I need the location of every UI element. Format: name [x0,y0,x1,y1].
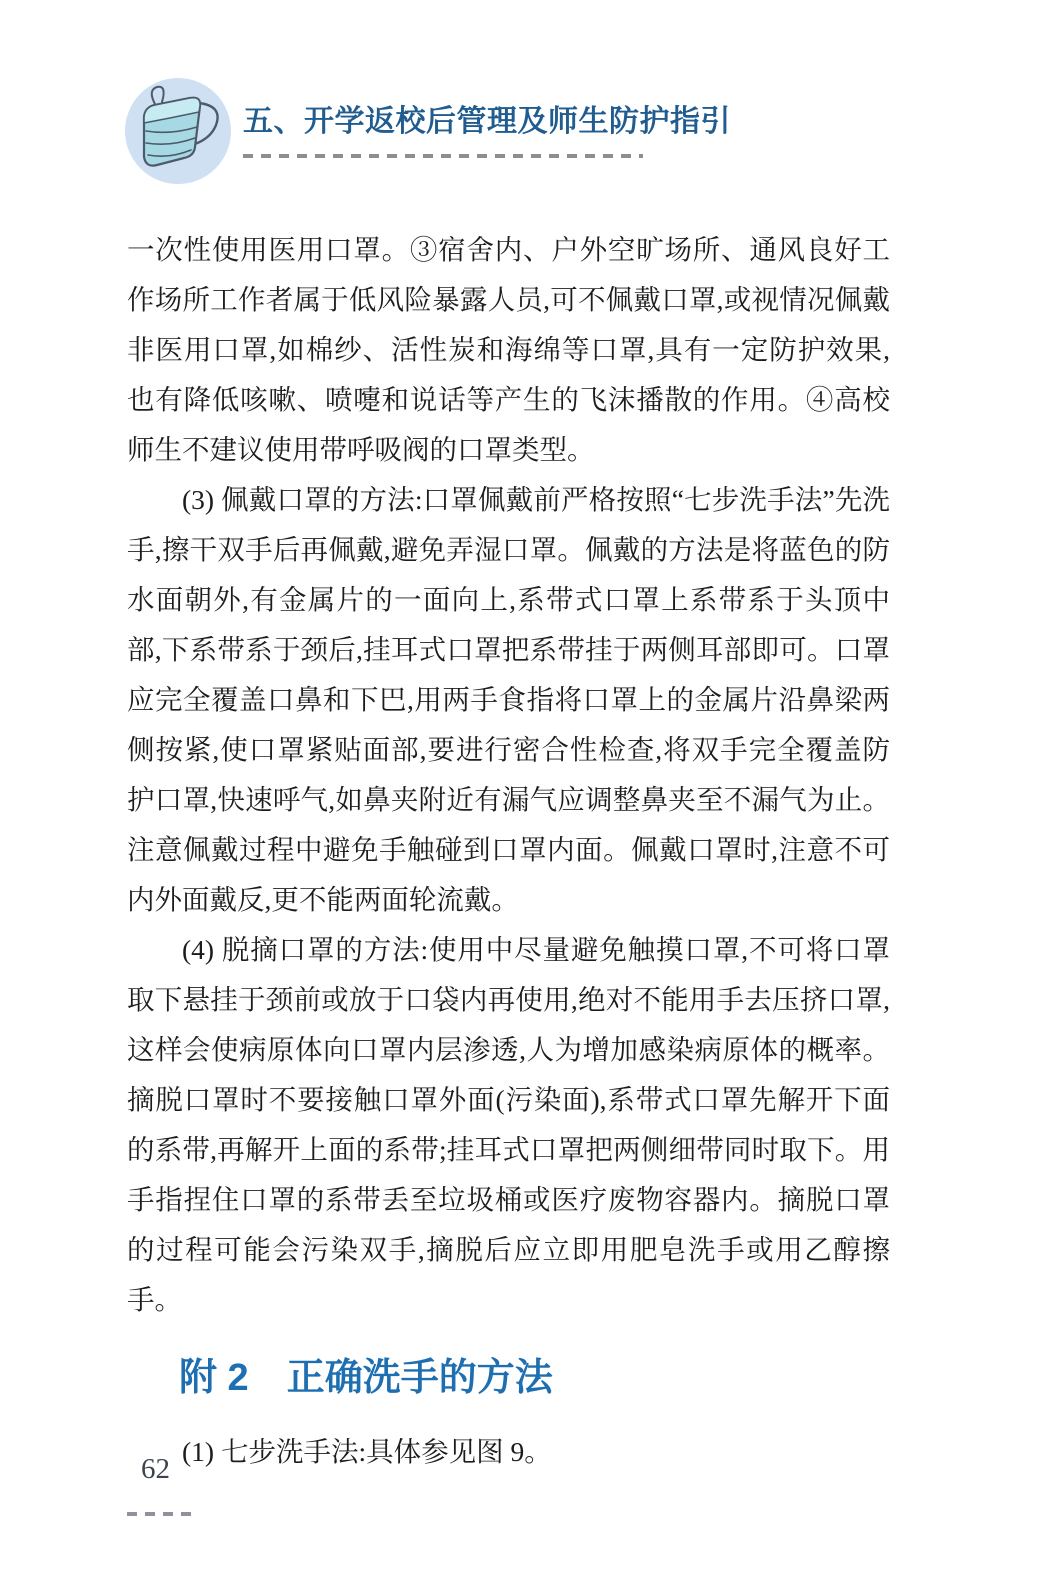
paragraph-seven-step: (1) 七步洗手法:具体参见图 9。 [182,1435,552,1467]
footer-dashed-line [127,1512,193,1516]
page-body [127,225,890,1477]
chapter-header-text [243,104,731,158]
paragraph-wearing-mask: (3) 佩戴口罩的方法:口罩佩戴前严格按照“七步洗手法”先洗手,擦干双手后再佩戴,避免弄湿口罩。佩戴的方法是将蓝色的防水面朝外,有金属片的一面向上,系带式口罩上系带系于头顶中部,下系带系于颈后,挂耳式口罩把系带挂于两侧耳部即可。口罩应完全覆盖口鼻和下巴,用两手食指将口罩上的金属片沿鼻梁两侧按紧,使口罩紧贴面部,要进行密合性检查,将双手完全覆盖防护口罩,快速呼气,如鼻夹附近有漏气应调整鼻夹至不漏气为止。注意佩戴过程中避免手触碰到口罩内面。佩戴口罩时,注意不可内外面戴反,更不能两面轮流戴。 [127,484,890,915]
paragraph-mask-usage: 一次性使用医用口罩。③宿舍内、户外空旷场所、通风良好工作场所工作者属于低风险暴露人员,可不佩戴口罩,或视情况佩戴非医用口罩,如棉纱、活性炭和海绵等口罩,具有一定防护效果,也有降低咳嗽、喷嚏和说话等产生的飞沫播散的作用。④高校师生不建议使用带呼吸阀的口罩类型。 [127,234,890,465]
title-dashed-underline [243,154,643,158]
face-mask-icon [123,76,233,186]
section-heading-handwashing: 附 2 正确洗手的方法 [179,1357,553,1399]
page-number: 62 [141,1453,170,1485]
paragraph-removing-mask: (4) 脱摘口罩的方法:使用中尽量避免触摸口罩,不可将口罩取下悬挂于颈前或放于口袋内再使用,绝对不能用手去压挤口罩,这样会使病原体向口罩内层渗透,人为增加感染病原体的概率。摘脱口罩时不要接触口罩外面(污染面),系带式口罩先解开下面的系带,再解开上面的系带;挂耳式口罩把两侧细带同时取下。用手指捏住口罩的系带丢至垃圾桶或医疗废物容器内。摘脱口罩的过程可能会污染双手,摘脱后应立即用肥皂洗手或用乙醇擦手。 [127,934,890,1315]
chapter-title: 五、开学返校后管理及师生防护指引 [243,105,731,138]
chapter-header [123,76,731,186]
